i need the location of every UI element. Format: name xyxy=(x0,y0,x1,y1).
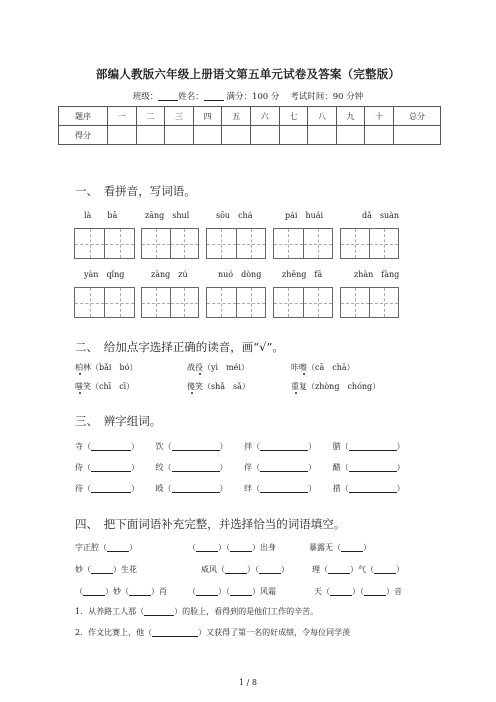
char-label: 饮（ xyxy=(155,442,172,451)
name-label: 姓名： xyxy=(178,92,204,102)
answer-blank[interactable] xyxy=(349,483,397,493)
section-4-heading: 四、 把下面词语补充完整，并选择恰当的词语填空。 xyxy=(75,517,346,531)
idiom-text: （ xyxy=(188,543,196,552)
paren: ） xyxy=(219,463,228,472)
writing-grid[interactable] xyxy=(74,228,135,259)
header-cell: 五 xyxy=(222,107,251,126)
score-cell[interactable] xyxy=(308,126,337,145)
idiom-item xyxy=(75,542,137,553)
exam-time: 考试时间：90 分钟 xyxy=(290,92,364,102)
dotted-char: 嗤 xyxy=(75,382,83,391)
reading-item[interactable] xyxy=(291,362,355,373)
answer-blank[interactable] xyxy=(341,542,363,552)
score-cell[interactable] xyxy=(193,126,222,145)
char-label: 绊（ xyxy=(244,484,261,493)
reading-item[interactable] xyxy=(75,381,134,392)
score-row xyxy=(59,126,441,145)
reading-item[interactable] xyxy=(291,381,380,392)
idiom-text: ）肖 xyxy=(151,587,167,596)
pinyin-label: sōu chá xyxy=(216,211,253,220)
pinyin-label: zàng zú xyxy=(151,270,188,279)
grid-cell[interactable] xyxy=(104,288,134,317)
idiom-text: 理（ xyxy=(312,565,328,574)
dotted-char: 柏 xyxy=(75,363,83,372)
grid-cell[interactable] xyxy=(75,288,104,317)
grid-cell[interactable] xyxy=(274,229,303,258)
grid-cell[interactable] xyxy=(170,229,199,258)
sentence-text: 2．作文比赛上，他（ xyxy=(75,628,153,637)
grid-cell[interactable] xyxy=(369,288,398,317)
grid-cell[interactable] xyxy=(236,229,266,258)
section-3-heading: 三、 辨字组词。 xyxy=(75,414,162,428)
score-table-header xyxy=(59,107,441,126)
idiom-item xyxy=(75,564,137,575)
writing-grid[interactable] xyxy=(141,228,199,259)
pinyin-label: pái huái xyxy=(285,211,324,220)
char-label: 寺（ xyxy=(75,442,91,451)
idiom-text: ）（ xyxy=(218,587,230,596)
grid-cell[interactable] xyxy=(341,288,369,317)
idiom-text: ）音 xyxy=(386,587,402,596)
idiom-text: （ xyxy=(75,587,83,596)
paren: ） xyxy=(131,463,139,472)
pinyin-label: zhēng fā xyxy=(282,270,323,279)
exam-info xyxy=(0,90,496,102)
header-cell: 六 xyxy=(250,107,279,126)
score-cell[interactable] xyxy=(250,126,279,145)
answer-blank[interactable] xyxy=(374,564,396,574)
header-cell: 题序 xyxy=(59,107,108,126)
answer-blank[interactable] xyxy=(152,627,198,637)
grid-cell[interactable] xyxy=(142,229,170,258)
idiom-text: 威风（ xyxy=(201,565,225,574)
header-cell: 四 xyxy=(193,107,222,126)
answer-blank[interactable] xyxy=(196,586,218,596)
pinyin-label: yàn qǐng xyxy=(84,270,125,279)
char-label: 殴（ xyxy=(155,484,172,493)
dotted-char: 役 xyxy=(195,363,203,372)
score-cell[interactable] xyxy=(165,126,194,145)
header-cell: 七 xyxy=(279,107,308,126)
grid-cell[interactable] xyxy=(207,229,236,258)
answer-blank[interactable] xyxy=(364,586,386,596)
idiom-text: ）风霜 xyxy=(252,587,276,596)
score-cell[interactable] xyxy=(394,126,441,145)
answer-blank[interactable] xyxy=(91,462,131,472)
grid-cell[interactable] xyxy=(104,229,134,258)
pinyin-label: nuó dòng xyxy=(218,270,262,279)
page-title: 部编人教版六年级上册语文第五单元试卷及答案（完整版） xyxy=(95,67,401,81)
answer-blank[interactable] xyxy=(91,564,113,574)
answer-blank[interactable] xyxy=(83,586,105,596)
pinyin-label: là bā xyxy=(84,211,118,220)
sentence-1 xyxy=(75,606,318,617)
writing-grid[interactable] xyxy=(273,287,333,318)
writing-grid[interactable] xyxy=(340,228,399,259)
answer-blank[interactable] xyxy=(349,441,397,451)
answer-blank[interactable] xyxy=(196,542,218,552)
idiom-text: ）出身 xyxy=(252,543,276,552)
answer-blank[interactable] xyxy=(230,542,252,552)
plain-char: 战 xyxy=(187,363,195,372)
sentence-2 xyxy=(75,627,350,638)
char-label: 腊（ xyxy=(332,442,349,451)
paren: ） xyxy=(131,442,139,451)
answer-blank[interactable] xyxy=(260,441,308,451)
answer-blank[interactable] xyxy=(91,441,131,451)
answer-blank[interactable] xyxy=(91,483,131,493)
idiom-text: 天（ xyxy=(314,587,330,596)
paren: ） xyxy=(219,442,228,451)
answer-blank[interactable] xyxy=(144,606,174,616)
idiom-item xyxy=(188,586,276,597)
paren: ） xyxy=(219,484,228,493)
score-table xyxy=(58,106,441,145)
grid-cell[interactable] xyxy=(303,288,333,317)
idiom-item xyxy=(201,564,289,575)
pinyin-label: dǎ suàn xyxy=(362,211,400,220)
paren: ） xyxy=(308,484,317,493)
reading-options: （cā chā） xyxy=(307,363,355,372)
grid-cell[interactable] xyxy=(369,229,398,258)
reading-options: 笑（shǎ sǎ） xyxy=(195,382,250,391)
idiom-item xyxy=(188,542,276,553)
idiom-text: ）生花 xyxy=(113,565,137,574)
full-score: 满分：100 分 xyxy=(226,92,280,102)
reading-options: 林（bǎi bó） xyxy=(83,363,138,372)
pinyin-label: zhàn fàng xyxy=(354,270,400,279)
answer-blank[interactable] xyxy=(172,441,220,451)
writing-grid[interactable] xyxy=(206,287,266,318)
idiom-text: 暴露无（ xyxy=(309,543,341,552)
idiom-item xyxy=(309,542,371,553)
idiom-text: 妙（ xyxy=(75,565,91,574)
idiom-text: （ xyxy=(188,587,196,596)
word-row xyxy=(75,441,405,452)
answer-blank[interactable] xyxy=(225,564,247,574)
header-cell: 二 xyxy=(136,107,165,126)
section-2-heading: 二、 给加点字选择正确的读音，画“√”。 xyxy=(75,340,284,354)
header-cell: 一 xyxy=(108,107,137,126)
char-label: 拌（ xyxy=(244,442,261,451)
answer-blank[interactable] xyxy=(330,586,352,596)
idiom-text: 字正腔（ xyxy=(75,543,107,552)
sentence-text: 1．从养路工人那（ xyxy=(75,607,145,616)
paren: ） xyxy=(396,442,405,451)
idiom-text: ） xyxy=(363,543,371,552)
answer-blank[interactable] xyxy=(328,564,350,574)
grid-cell[interactable] xyxy=(274,288,303,317)
paren: ） xyxy=(131,484,139,493)
header-cell: 十 xyxy=(365,107,394,126)
sentence-text: ）又获得了第一名的好成绩，令每位同学羡 xyxy=(198,628,351,637)
score-cell[interactable] xyxy=(136,126,165,145)
word-row xyxy=(75,483,405,494)
writing-grid[interactable] xyxy=(273,228,333,259)
grid-cell[interactable] xyxy=(341,229,369,258)
answer-blank[interactable] xyxy=(260,483,308,493)
sentence-text: ）的脸上，看得到的是他们工作的辛苦。 xyxy=(174,607,319,616)
idiom-text: ） xyxy=(396,565,404,574)
grid-cell[interactable] xyxy=(142,288,170,317)
pinyin-label: zāng shuǐ xyxy=(145,211,190,220)
name-blank xyxy=(204,91,224,101)
writing-grid[interactable] xyxy=(206,228,266,259)
idiom-item xyxy=(75,586,167,597)
dotted-char: 重 xyxy=(291,382,299,391)
paren: ） xyxy=(308,463,317,472)
reading-item[interactable] xyxy=(75,362,137,373)
idiom-item xyxy=(314,586,402,597)
answer-blank[interactable] xyxy=(349,462,397,472)
class-label: 班级： xyxy=(132,92,159,102)
idiom-item xyxy=(312,564,404,575)
reading-item[interactable] xyxy=(187,381,250,392)
char-label: 绞（ xyxy=(155,463,172,472)
dotted-char: 傻 xyxy=(187,382,195,391)
idiom-text: ）（ xyxy=(218,543,230,552)
header-cell: 总分 xyxy=(394,107,441,126)
char-label: 待（ xyxy=(75,484,91,493)
idiom-text: ） xyxy=(129,543,137,552)
header-cell: 八 xyxy=(308,107,337,126)
idiom-text: ）气（ xyxy=(350,565,374,574)
score-cell[interactable] xyxy=(365,126,394,145)
grid-cell[interactable] xyxy=(75,229,104,258)
idiom-text: ）妙（ xyxy=(105,587,129,596)
reading-item[interactable] xyxy=(187,362,249,373)
score-cell[interactable] xyxy=(222,126,251,145)
writing-grid[interactable] xyxy=(74,287,135,318)
paren: ） xyxy=(308,442,317,451)
score-cell[interactable] xyxy=(336,126,365,145)
header-cell: 三 xyxy=(165,107,194,126)
writing-grid[interactable] xyxy=(340,287,399,318)
dotted-char: 嚓 xyxy=(299,363,307,372)
page-number: 1 / 8 xyxy=(239,678,257,687)
char-label: 侍（ xyxy=(75,463,91,472)
section-1-heading: 一、 看拼音，写词语。 xyxy=(75,184,196,198)
paren: ） xyxy=(396,484,405,493)
answer-blank[interactable] xyxy=(172,462,220,472)
class-blank xyxy=(158,91,178,101)
paren: ） xyxy=(396,463,405,472)
answer-blank[interactable] xyxy=(260,462,308,472)
answer-blank[interactable] xyxy=(259,564,281,574)
reading-options: （yì méi） xyxy=(203,363,249,372)
reading-options: 笑（chī cī） xyxy=(83,382,135,391)
header-cell: 九 xyxy=(336,107,365,126)
char-label: 伴（ xyxy=(244,463,261,472)
grid-cell[interactable] xyxy=(170,288,199,317)
answer-blank[interactable] xyxy=(129,586,151,596)
word-row xyxy=(75,462,405,473)
answer-blank[interactable] xyxy=(230,586,252,596)
score-cell[interactable] xyxy=(279,126,308,145)
answer-blank[interactable] xyxy=(172,483,220,493)
grid-cell[interactable] xyxy=(303,229,333,258)
grid-cell[interactable] xyxy=(207,288,236,317)
score-cell[interactable] xyxy=(108,126,137,145)
char-label: 醋（ xyxy=(332,463,349,472)
writing-grid[interactable] xyxy=(141,287,199,318)
score-row-label: 得分 xyxy=(59,126,108,145)
idiom-text: ）（ xyxy=(352,587,364,596)
plain-char: 咔 xyxy=(291,363,299,372)
char-label: 措（ xyxy=(332,484,349,493)
grid-cell[interactable] xyxy=(236,288,266,317)
idiom-text: ）（ xyxy=(247,565,259,574)
reading-options: 复（zhòng chóng） xyxy=(299,382,381,391)
answer-blank[interactable] xyxy=(107,542,129,552)
idiom-text: ） xyxy=(281,565,289,574)
